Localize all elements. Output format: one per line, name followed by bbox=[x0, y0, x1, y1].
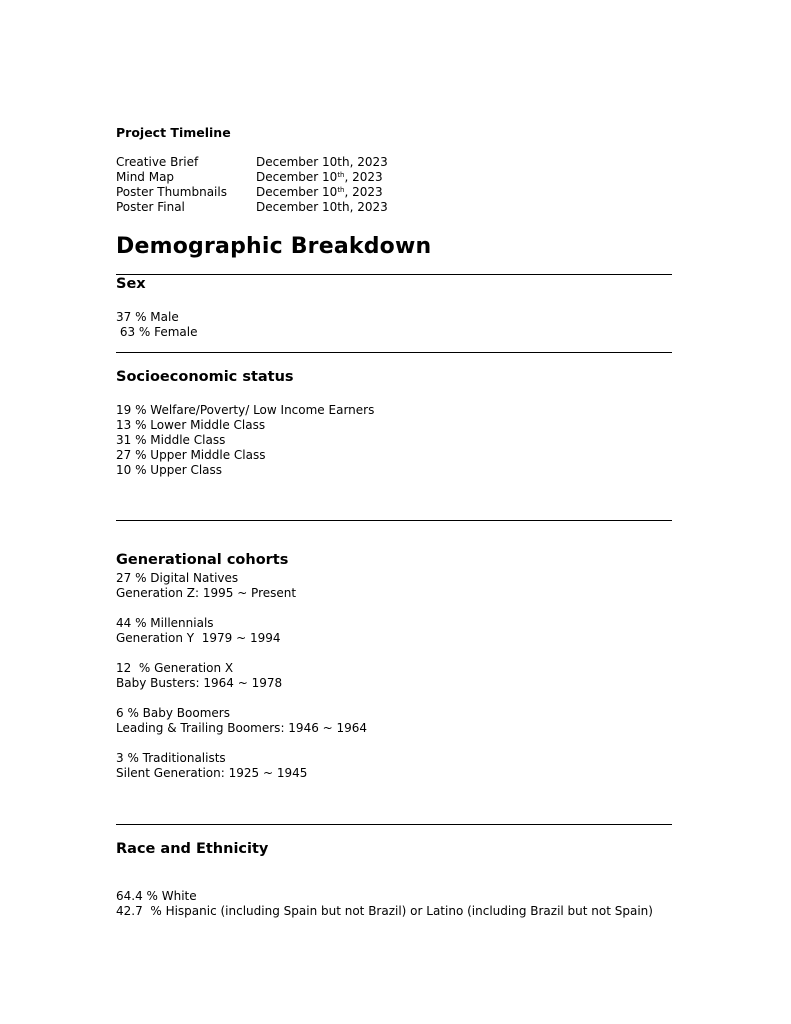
section-divider bbox=[116, 274, 672, 275]
timeline-date bbox=[256, 185, 383, 200]
cohort-range: Silent Generation: 1925 ~ 1945 bbox=[116, 766, 308, 780]
timeline-row bbox=[116, 200, 516, 215]
date-text: December 10 bbox=[256, 185, 338, 199]
socioeconomic-heading: Socioeconomic status bbox=[116, 369, 294, 385]
date-suffix: th bbox=[337, 171, 345, 179]
list-item: 31 % Middle Class bbox=[116, 433, 226, 447]
cohort-share: 3 % Traditionalists bbox=[116, 751, 226, 765]
cohort-share: 44 % Millennials bbox=[116, 616, 214, 630]
date-year: , 2023 bbox=[344, 170, 383, 184]
timeline-label: Creative Brief bbox=[116, 155, 199, 169]
timeline-table bbox=[116, 155, 516, 215]
list-item: 10 % Upper Class bbox=[116, 463, 223, 477]
timeline-row bbox=[116, 155, 516, 170]
timeline-date bbox=[256, 155, 388, 170]
list-item: 42.7 % Hispanic (including Spain but not Brazil) or Latino (including Brazil but not Spain) bbox=[116, 904, 653, 918]
document-title: Demographic Breakdown bbox=[116, 234, 432, 259]
timeline-label: Mind Map bbox=[116, 170, 175, 184]
list-item: 63 % Female bbox=[116, 325, 198, 339]
section-divider bbox=[116, 352, 672, 353]
section-divider bbox=[116, 520, 672, 521]
spacer bbox=[116, 691, 367, 706]
date-suffix: th bbox=[337, 186, 345, 194]
timeline-label: Poster Thumbnails bbox=[116, 185, 227, 199]
list-item: 27 % Upper Middle Class bbox=[116, 448, 266, 462]
sex-list bbox=[116, 310, 198, 340]
timeline-label: Poster Final bbox=[116, 200, 185, 214]
list-item: 37 % Male bbox=[116, 310, 179, 324]
cohort-share: 12 % Generation X bbox=[116, 661, 234, 675]
cohort-share: 6 % Baby Boomers bbox=[116, 706, 230, 720]
race-heading: Race and Ethnicity bbox=[116, 841, 269, 857]
date-text: December 10th, 2023 bbox=[256, 155, 388, 169]
timeline-row bbox=[116, 185, 516, 200]
timeline-date bbox=[256, 200, 388, 215]
generations-heading: Generational cohorts bbox=[116, 552, 289, 568]
date-text: December 10 bbox=[256, 170, 338, 184]
list-item: 13 % Lower Middle Class bbox=[116, 418, 266, 432]
generations-list bbox=[116, 571, 367, 781]
timeline-row bbox=[116, 170, 516, 185]
date-text: December 10th, 2023 bbox=[256, 200, 388, 214]
sex-heading: Sex bbox=[116, 276, 146, 292]
spacer bbox=[116, 601, 367, 616]
date-year: , 2023 bbox=[344, 185, 383, 199]
list-item: 64.4 % White bbox=[116, 889, 197, 903]
section-divider bbox=[116, 824, 672, 825]
race-list bbox=[116, 889, 653, 919]
cohort-range: Generation Z: 1995 ~ Present bbox=[116, 586, 297, 600]
spacer bbox=[116, 646, 367, 661]
timeline-title: Project Timeline bbox=[116, 125, 231, 140]
socioeconomic-list bbox=[116, 403, 374, 478]
timeline-date bbox=[256, 170, 383, 185]
cohort-share: 27 % Digital Natives bbox=[116, 571, 239, 585]
cohort-range: Generation Y 1979 ~ 1994 bbox=[116, 631, 281, 645]
cohort-range: Baby Busters: 1964 ~ 1978 bbox=[116, 676, 283, 690]
cohort-range: Leading & Trailing Boomers: 1946 ~ 1964 bbox=[116, 721, 368, 735]
list-item: 19 % Welfare/Poverty/ Low Income Earners bbox=[116, 403, 375, 417]
spacer bbox=[116, 736, 367, 751]
